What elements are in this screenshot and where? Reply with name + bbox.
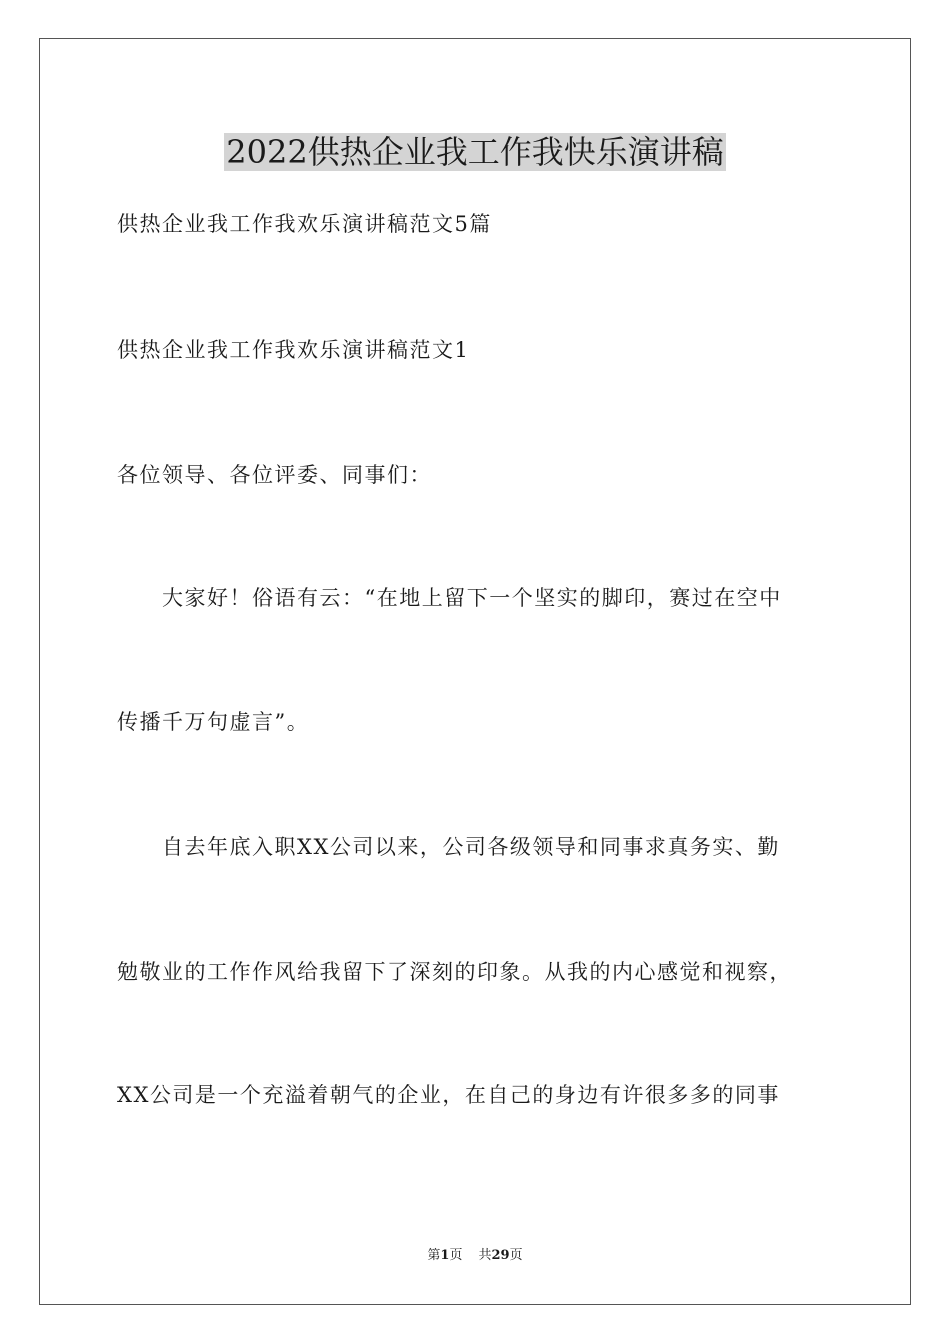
page-prefix: 第 [427,1248,441,1263]
paragraph-line: 传播千万句虚言”。 [117,710,310,734]
paragraph-line: 大家好！俗语有云：“在地上留下一个坚实的脚印，赛过在空中 [162,586,782,610]
paragraph-line: 供热企业我工作我欢乐演讲稿范文5篇 [117,212,492,236]
paragraph-line: 各位领导、各位评委、同事们： [117,463,432,487]
page-footer [0,1247,950,1265]
document-title-text: 2022供热企业我工作我快乐演讲稿 [226,133,724,171]
total-prefix: 共 [478,1248,492,1263]
paragraph-line: 供热企业我工作我欢乐演讲稿范文1 [117,338,470,362]
paragraph-line: 自去年底入职XX公司以来，公司各级领导和同事求真务实、勤 [162,835,780,859]
document-title [0,130,950,174]
total-suffix: 页 [509,1248,523,1263]
paragraph-line: 勉敬业的工作作风给我留下了深刻的印象。从我的内心感觉和视察， [117,960,792,984]
page-number: 1 [440,1248,450,1263]
paragraph-line: XX公司是一个充溢着朝气的企业，在自己的身边有许很多多的同事 [117,1083,780,1107]
total-pages: 29 [491,1248,510,1263]
page-suffix: 页 [449,1248,463,1263]
